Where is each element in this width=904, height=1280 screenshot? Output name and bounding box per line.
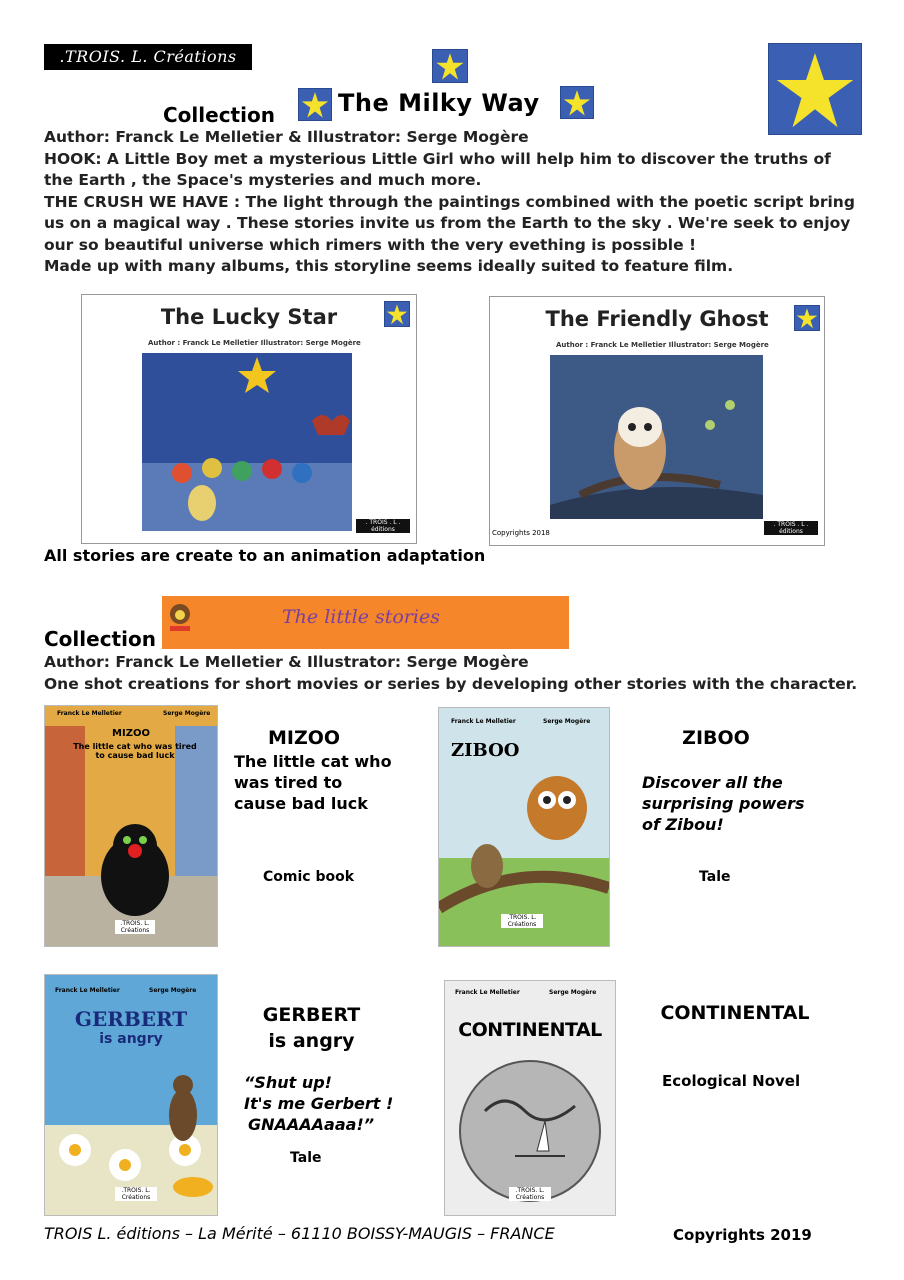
made-up-text: Made up with many albums, this storyline seems ideally suited to feature film. xyxy=(44,257,734,275)
book-kind-mizoo: Comic book xyxy=(263,869,355,885)
star-icon xyxy=(794,305,820,331)
quote-line: GNAAAAaaa!” xyxy=(248,1115,375,1134)
collection-title: The Milky Way xyxy=(338,89,540,117)
cover-illustration xyxy=(550,355,763,519)
cover-title: CONTINENTAL xyxy=(458,1019,602,1041)
cover-illustrator: Serge Mogère xyxy=(549,989,597,996)
book-title-line: is angry xyxy=(268,1030,355,1052)
book-credits: Author : Franck Le Melletier Illustrator: Serge Mogère xyxy=(556,341,769,349)
book-blurb-ziboo: Discover all the surprising powers of Zibou! xyxy=(642,773,805,834)
book-cover-ziboo[interactable] xyxy=(438,707,610,947)
book-title-line: GERBERT xyxy=(262,1004,361,1026)
book-kind-gerbert: Tale xyxy=(290,1150,322,1166)
star-icon xyxy=(384,301,410,327)
cover-illustrator: Serge Mogère xyxy=(163,710,211,717)
collection-banner xyxy=(162,596,569,649)
book-blurb-mizoo: The little cat who was tired to cause bad luck xyxy=(234,752,392,813)
cover-illustration xyxy=(142,353,352,531)
book-cover-mizoo[interactable] xyxy=(44,705,218,947)
author-line: Author: Franck Le Melletier & Illustrator: Serge Mogère xyxy=(44,128,529,146)
publisher-logo: .TROIS. L. Créations xyxy=(44,44,252,70)
milky-way-description xyxy=(44,127,864,278)
hook-text: HOOK: A Little Boy met a mysterious Little Girl who will help him to discover the truths of the Earth , the Space's mysteries and much more. xyxy=(44,149,831,189)
publisher-stamp: .TROIS. L. Créations xyxy=(115,920,155,934)
book-quote-gerbert xyxy=(244,1072,414,1135)
cover-author: Franck Le Melletier xyxy=(451,718,516,725)
book-credits: Author : Franck Le Melletier Illustrator: Serge Mogère xyxy=(148,339,361,347)
book-title-continental: CONTINENTAL xyxy=(660,1002,810,1024)
publisher-stamp: .TROIS. L. Créations xyxy=(509,1187,551,1201)
footer-copyright: Copyrights 2019 xyxy=(673,1226,812,1244)
cover-author: Franck Le Melletier xyxy=(57,710,122,717)
star-icon xyxy=(560,86,594,119)
cover-illustrator: Serge Mogère xyxy=(543,718,591,725)
copyright-text: Copyrights 2018 xyxy=(492,529,550,537)
book-title-ziboo: ZIBOO xyxy=(682,727,750,749)
book-title-mizoo: MIZOO xyxy=(267,727,341,749)
publisher-stamp: . TROIS . L . éditions xyxy=(764,521,818,535)
publisher-stamp: .TROIS. L. Créations xyxy=(501,914,543,928)
quote-line: “Shut up! xyxy=(244,1073,332,1092)
author-line: Author: Franck Le Melletier & Illustrator: Serge Mogère xyxy=(44,653,529,671)
book-title: The Lucky Star xyxy=(160,305,338,329)
animation-caption: All stories are create to an animation adaptation xyxy=(44,546,486,565)
book-cover-continental[interactable] xyxy=(444,980,616,1216)
mascot-icon xyxy=(168,602,192,632)
cover-title: MIZOO xyxy=(112,728,150,739)
star-icon xyxy=(432,49,468,83)
little-stories-description xyxy=(44,652,864,695)
book-cover-friendly-ghost[interactable] xyxy=(489,296,825,546)
cover-author: Franck Le Melletier xyxy=(55,987,120,994)
book-cover-lucky-star[interactable] xyxy=(81,294,417,544)
book-title: The Friendly Ghost xyxy=(545,307,769,331)
crush-text: THE CRUSH WE HAVE : The light through the paintings combined with the poetic script bring us on a magical way . These stories invite us from the Earth to the sky . We're seek to enjoy our so beautiful universe which rimers with the very evething is possible ! xyxy=(44,192,855,254)
cover-illustrator: Serge Mogère xyxy=(149,987,197,994)
cover-subtitle: The little cat who was tired to cause bad luck xyxy=(73,742,197,760)
banner-title: The little stories xyxy=(282,606,440,628)
footer-address: TROIS L. éditions – La Mérité – 61110 BOISSY-MAUGIS – FRANCE xyxy=(44,1224,555,1243)
book-cover-gerbert[interactable] xyxy=(44,974,218,1216)
publisher-stamp: .TROIS. L. Créations xyxy=(115,1187,157,1201)
cover-title: ZIBOO xyxy=(451,740,520,761)
cover-author: Franck Le Melletier xyxy=(455,989,520,996)
collection-label: Collection xyxy=(44,627,156,651)
collection-label: Collection xyxy=(163,103,275,127)
quote-line: It's me Gerbert ! xyxy=(244,1094,394,1113)
cover-title: GERBERT xyxy=(74,1007,188,1031)
book-kind-continental: Ecological Novel xyxy=(662,1072,801,1090)
star-icon xyxy=(768,43,862,135)
book-title-gerbert xyxy=(239,1002,384,1054)
description-text: One shot creations for short movies or series by developing other stories with the character. xyxy=(44,674,858,693)
cover-subtitle: is angry xyxy=(99,1031,163,1047)
star-icon xyxy=(298,88,332,121)
publisher-stamp: . TROIS . L . éditions xyxy=(356,519,410,533)
book-kind-ziboo: Tale xyxy=(699,869,731,885)
